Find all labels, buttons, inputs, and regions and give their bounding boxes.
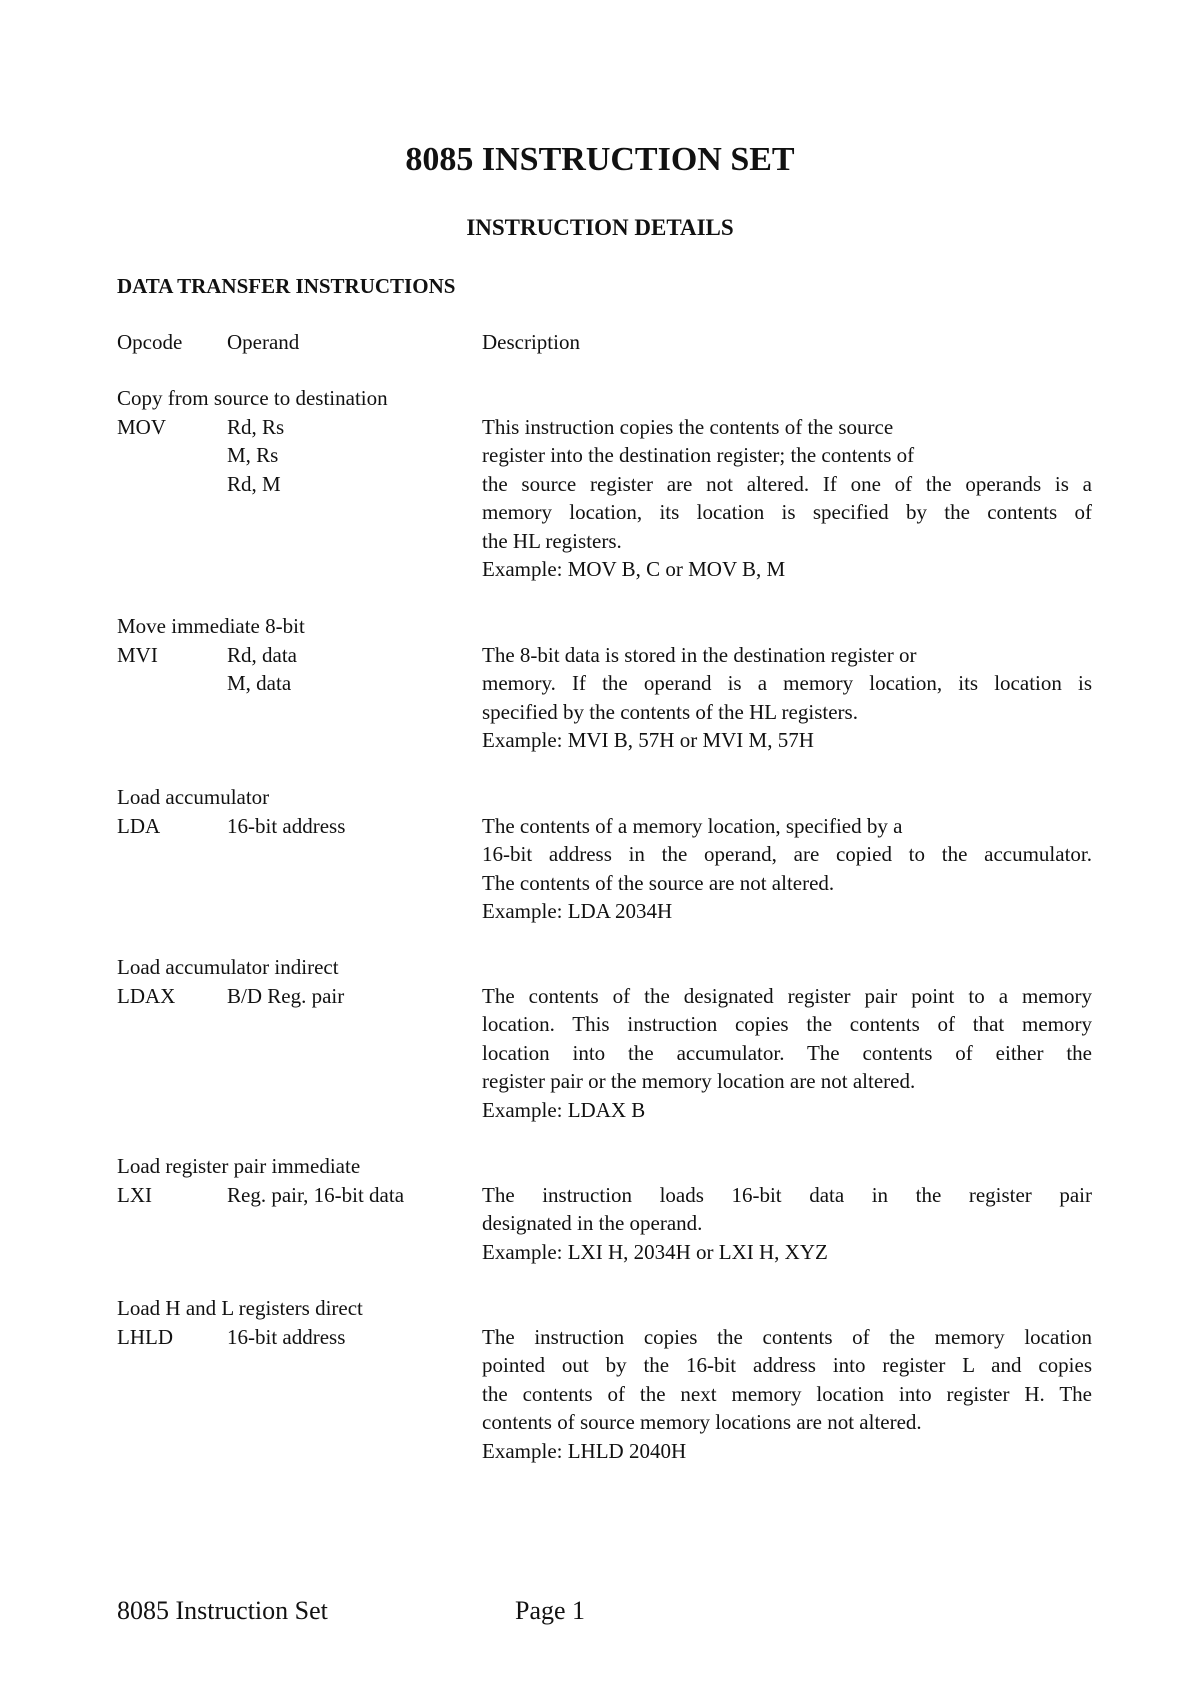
instruction-opcode: LHLD bbox=[117, 1324, 173, 1349]
operand-line: 16-bit address bbox=[227, 813, 346, 838]
description-line: the source register are not altered. If one of the operands is a bbox=[482, 471, 1092, 496]
footer-document-title: 8085 Instruction Set bbox=[117, 1596, 328, 1625]
instruction-entry-mov bbox=[117, 384, 1092, 584]
description-line: register into the destination register; the contents of bbox=[482, 443, 915, 467]
operand-line: M, data bbox=[227, 671, 292, 695]
operand-line: Reg. pair, 16-bit data bbox=[227, 1182, 405, 1207]
operand-line: M, Rs bbox=[227, 443, 279, 467]
footer-page-number: Page 1 bbox=[515, 1596, 586, 1625]
instruction-opcode: MVI bbox=[117, 642, 158, 667]
instruction-entry-lxi bbox=[117, 1152, 1092, 1266]
instruction-group-title: Load accumulator bbox=[117, 785, 270, 809]
description-line: the HL registers. bbox=[482, 528, 622, 553]
operand-line: Rd, Rs bbox=[227, 414, 285, 439]
instruction-example: Example: LXI H, 2034H or LXI H, XYZ bbox=[482, 1239, 828, 1264]
instruction-description bbox=[482, 1181, 1092, 1267]
instruction-description bbox=[482, 812, 1092, 926]
instruction-example: Example: LHLD 2040H bbox=[482, 1438, 687, 1463]
description-line: The contents of the source are not altered. bbox=[482, 870, 835, 895]
column-header-operand: Operand bbox=[227, 330, 300, 354]
instruction-opcode: LXI bbox=[117, 1182, 152, 1207]
column-header-opcode: Opcode bbox=[117, 330, 183, 354]
description-line: location. This instruction copies the contents of that memory bbox=[482, 1012, 1092, 1036]
description-line: memory location, its location is specified by the contents of bbox=[482, 500, 1092, 524]
operand-line: Rd, data bbox=[227, 642, 297, 667]
operand-line: Rd, M bbox=[227, 471, 281, 496]
description-line: designated in the operand. bbox=[482, 1211, 703, 1235]
column-header-description: Description bbox=[482, 330, 580, 354]
description-line: location into the accumulator. The contents of either the bbox=[482, 1040, 1092, 1065]
instruction-operands bbox=[227, 641, 477, 698]
instruction-group-title: Load H and L registers direct bbox=[117, 1296, 363, 1320]
instruction-opcode: LDAX bbox=[117, 983, 176, 1008]
instruction-description bbox=[482, 641, 1092, 755]
description-line: The contents of a memory location, specified by a bbox=[482, 813, 903, 838]
instruction-entry-lhld bbox=[117, 1294, 1092, 1465]
instruction-operands bbox=[227, 812, 477, 841]
instruction-group-title: Load accumulator indirect bbox=[117, 955, 339, 979]
description-line: the contents of the next memory location into register H. The bbox=[482, 1381, 1092, 1406]
description-line: The instruction copies the contents of the memory location bbox=[482, 1324, 1092, 1349]
instruction-group-title: Load register pair immediate bbox=[117, 1154, 361, 1178]
instruction-example: Example: MOV B, C or MOV B, M bbox=[482, 557, 786, 581]
operand-line: B/D Reg. pair bbox=[227, 983, 345, 1008]
instruction-example: Example: MVI B, 57H or MVI M, 57H bbox=[482, 728, 814, 752]
description-line: contents of source memory locations are not altered. bbox=[482, 1410, 922, 1434]
instruction-description bbox=[482, 413, 1092, 584]
description-line: The 8-bit data is stored in the destination register or bbox=[482, 642, 917, 667]
instruction-description bbox=[482, 982, 1092, 1125]
description-line: 16-bit address in the operand, are copied to the accumulator. bbox=[482, 842, 1092, 866]
instruction-entry-mvi bbox=[117, 612, 1092, 755]
description-line: specified by the contents of the HL registers. bbox=[482, 699, 858, 724]
instruction-group-title: Copy from source to destination bbox=[117, 386, 388, 410]
instruction-operands bbox=[227, 1323, 477, 1352]
description-line: register pair or the memory location are not altered. bbox=[482, 1069, 916, 1093]
page-title: 8085 INSTRUCTION SET bbox=[405, 141, 795, 178]
instruction-operands bbox=[227, 1181, 477, 1210]
instruction-entry-ldax bbox=[117, 953, 1092, 1124]
description-line: The contents of the designated register pair point to a memory bbox=[482, 983, 1092, 1008]
instruction-opcode: MOV bbox=[117, 414, 167, 439]
section-heading: DATA TRANSFER INSTRUCTIONS bbox=[117, 274, 456, 298]
description-line: The instruction loads 16-bit data in the register pair bbox=[482, 1182, 1092, 1207]
description-line: memory. If the operand is a memory location, its location is bbox=[482, 671, 1092, 695]
description-line: This instruction copies the contents of the source bbox=[482, 414, 894, 439]
instruction-operands bbox=[227, 982, 477, 1011]
instruction-example: Example: LDA 2034H bbox=[482, 899, 673, 923]
instruction-description bbox=[482, 1323, 1092, 1466]
instruction-entry-lda bbox=[117, 783, 1092, 926]
operand-line: 16-bit address bbox=[227, 1324, 346, 1349]
instruction-operands bbox=[227, 413, 477, 499]
description-line: pointed out by the 16-bit address into register L and copies bbox=[482, 1353, 1092, 1377]
page-subtitle: INSTRUCTION DETAILS bbox=[466, 215, 734, 240]
instruction-group-title: Move immediate 8-bit bbox=[117, 614, 305, 638]
instruction-opcode: LDA bbox=[117, 813, 161, 838]
instruction-example: Example: LDAX B bbox=[482, 1097, 646, 1122]
